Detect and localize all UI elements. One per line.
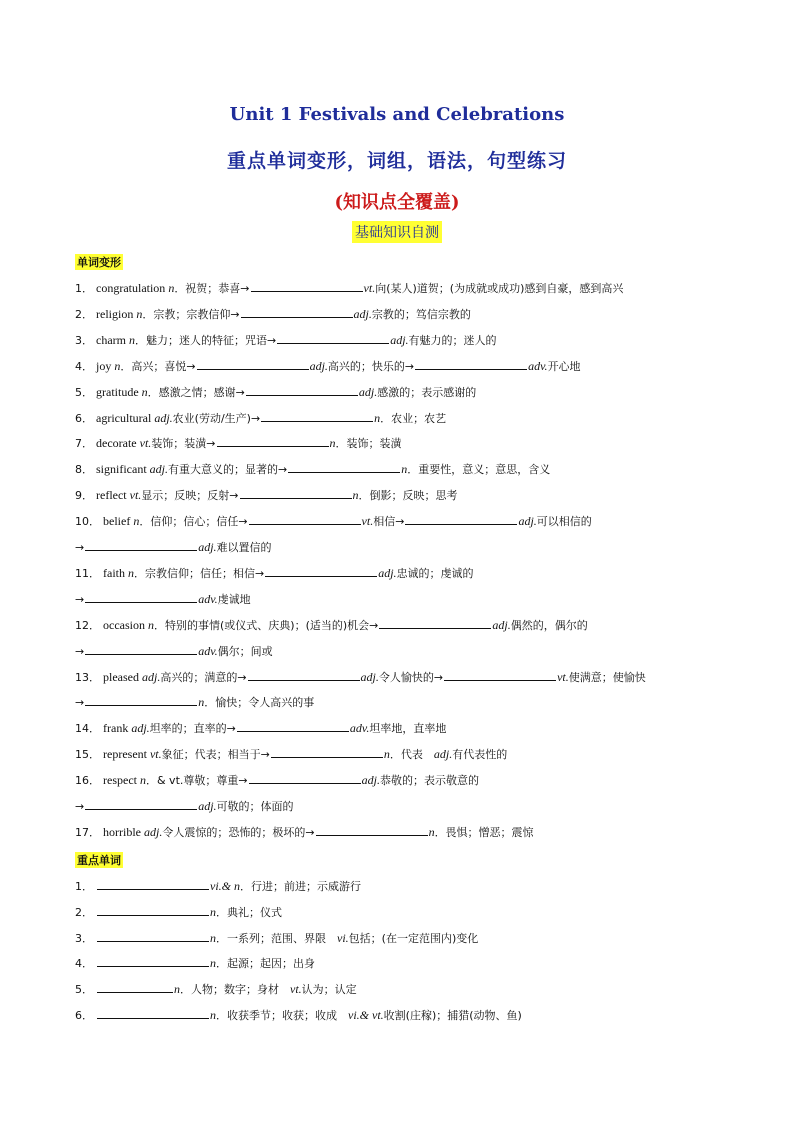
item-number: 16． <box>75 774 100 788</box>
part-of-speech: adj. <box>358 384 378 399</box>
coverage-note: (知识点全覆盖) <box>334 192 460 213</box>
part-of-speech: n <box>111 358 121 373</box>
meaning-text: ．行进；前进；示威游行 <box>240 880 361 893</box>
item-number: 2． <box>75 905 93 919</box>
key-word-line <box>75 982 357 997</box>
item-number: 3． <box>75 333 93 347</box>
meaning-text: 坦率的；直率的→ <box>149 722 236 736</box>
part-of-speech: adj. <box>146 462 168 477</box>
meaning-text: 难以置信的 <box>216 541 272 554</box>
item-number: 7． <box>75 437 93 451</box>
meaning-text: 有重大意义的；显著的→ <box>168 463 288 477</box>
headword: significant <box>96 462 147 477</box>
item-number: 4． <box>75 957 93 971</box>
part-of-speech: vi. <box>337 930 349 945</box>
meaning-text: → <box>75 541 85 554</box>
meaning-text: ．宗教；宗教信仰→ <box>142 307 240 321</box>
part-of-speech: n <box>210 1008 216 1022</box>
part-of-speech: vt. <box>361 514 374 529</box>
part-of-speech: adj. <box>378 565 397 580</box>
headword: religion <box>96 306 134 321</box>
part-of-speech: adj. <box>518 514 537 529</box>
word-form-line <box>75 566 474 581</box>
item-number: 1． <box>75 880 93 893</box>
part-of-speech: adj. <box>128 721 150 736</box>
headword: decorate <box>96 436 137 451</box>
item-number: 9． <box>75 489 93 503</box>
part-of-speech: n <box>165 281 175 295</box>
answer-blank[interactable] <box>288 462 400 473</box>
part-of-speech: n <box>329 436 336 451</box>
meaning-text: ．起源；起因；出身 <box>216 957 315 971</box>
word-form-line <box>75 670 646 685</box>
answer-blank[interactable] <box>251 281 363 292</box>
answer-blank[interactable] <box>240 488 352 499</box>
part-of-speech: adj. <box>433 747 453 762</box>
meaning-text: 农业(劳动/生产)→ <box>172 411 261 425</box>
word-form-line <box>75 436 402 451</box>
answer-blank[interactable] <box>277 333 389 344</box>
meaning-text: 收割(庄稼)；捕猎(动物、鱼) <box>383 1009 522 1022</box>
item-number: 12． <box>75 618 100 632</box>
meaning-text: ．愉快；令人高兴的事 <box>204 696 315 710</box>
headword: agricultural <box>96 410 152 425</box>
answer-blank[interactable] <box>444 670 556 681</box>
meaning-text: 可敬的；体面的 <box>216 800 294 813</box>
item-number: 6． <box>75 1009 93 1022</box>
key-word-line <box>75 905 282 920</box>
headword: reflect <box>96 488 127 503</box>
part-of-speech: adj. <box>198 540 217 554</box>
meaning-text: 令人愉快的→ <box>378 670 444 684</box>
part-of-speech: adv. <box>349 721 370 736</box>
meaning-text: 恭敬的；表示敬意的 <box>379 774 479 788</box>
headword: pleased <box>103 669 139 684</box>
meaning-text: ．一系列；范围、界限 <box>216 931 337 945</box>
part-of-speech: adj. <box>309 358 328 373</box>
part-of-speech: n <box>198 695 205 710</box>
word-form-line <box>75 359 581 374</box>
answer-blank[interactable] <box>97 1008 209 1019</box>
word-form-line <box>75 747 507 762</box>
part-of-speech: n <box>133 306 143 321</box>
word-form-line <box>75 514 592 529</box>
headword: faith <box>103 565 125 580</box>
part-of-speech: n <box>144 617 154 632</box>
meaning-text: 宗教的；笃信宗教的 <box>371 307 471 321</box>
answer-blank[interactable] <box>85 540 197 551</box>
part-of-speech: n <box>130 514 140 529</box>
part-of-speech: n <box>374 410 381 425</box>
meaning-text: 感激的；表示感谢的 <box>377 385 477 399</box>
meaning-text: 偶尔；间或 <box>217 644 273 658</box>
part-of-speech: adj. <box>361 773 380 788</box>
meaning-text: ．重要性，意义；意思，含义 <box>407 463 551 477</box>
section-key-words: 重点单词 <box>77 854 121 867</box>
item-number: 5． <box>75 385 93 399</box>
word-form-line <box>75 618 588 633</box>
meaning-text: 虔诚地 <box>217 592 251 606</box>
part-of-speech: n <box>125 565 134 580</box>
answer-blank[interactable] <box>241 307 353 318</box>
headword: belief <box>103 514 131 529</box>
meaning-text: ．农业；农艺 <box>380 411 447 425</box>
meaning-text: 高兴的；满意的→ <box>160 670 247 684</box>
headword: respect <box>103 773 137 788</box>
answer-blank[interactable] <box>415 359 527 370</box>
headword: represent <box>103 747 147 762</box>
word-form-line <box>75 592 251 607</box>
part-of-speech: adj. <box>138 669 161 684</box>
answer-blank[interactable] <box>237 721 349 732</box>
part-of-speech: adv. <box>198 591 218 606</box>
meaning-text: 偶然的，偶尔的 <box>510 618 588 632</box>
item-number: 4． <box>75 359 93 373</box>
item-number: 8． <box>75 463 93 477</box>
answer-blank[interactable] <box>217 436 329 447</box>
meaning-text: ．代表 <box>389 748 434 762</box>
item-number: 17． <box>75 825 100 839</box>
part-of-speech: n <box>401 462 408 477</box>
item-number: 6． <box>75 411 93 425</box>
meaning-text: ．特别的事情(或仪式、庆典)；(适当的)机会→ <box>153 618 379 632</box>
answer-blank[interactable] <box>265 566 377 577</box>
part-of-speech: n <box>174 982 180 997</box>
meaning-text: 使满意；使愉快 <box>568 670 646 684</box>
answer-blank[interactable] <box>85 695 197 706</box>
answer-blank[interactable] <box>249 773 361 784</box>
part-of-speech: adj. <box>353 306 372 321</box>
meaning-text: 坦率地，直率地 <box>369 722 447 736</box>
meaning-text: → <box>75 696 85 710</box>
meaning-text: 包括；(在一定范围内)变化 <box>348 931 479 945</box>
part-of-speech: n <box>428 824 435 839</box>
key-word-line <box>75 879 361 894</box>
answer-blank[interactable] <box>248 670 360 681</box>
meaning-text: 装饰；装潢→ <box>151 437 216 451</box>
headword: frank <box>103 721 129 736</box>
key-word-line <box>75 1008 522 1023</box>
part-of-speech: vt. <box>363 281 376 295</box>
part-of-speech: vi.& n <box>210 879 240 893</box>
word-form-line <box>75 411 446 426</box>
word-form-line <box>75 462 550 477</box>
meaning-text: ．宗教信仰；信任；相信→ <box>134 566 265 580</box>
item-number: 13． <box>75 670 100 684</box>
meaning-text: 有代表性的 <box>452 748 508 762</box>
part-of-speech: vi.& vt. <box>348 1008 384 1022</box>
part-of-speech: vt. <box>557 669 569 684</box>
meaning-text: ．& vt.尊敬；尊重→ <box>145 774 248 788</box>
answer-blank[interactable] <box>405 514 517 525</box>
part-of-speech: vt. <box>290 982 302 997</box>
answer-blank[interactable] <box>85 592 197 603</box>
meaning-text: ．典礼；仪式 <box>216 905 282 919</box>
answer-blank[interactable] <box>197 359 309 370</box>
meaning-text: ．人物；数字；身材 <box>180 983 290 997</box>
part-of-speech: n <box>352 488 359 503</box>
meaning-text: ．高兴；喜悦→ <box>120 359 196 373</box>
answer-blank[interactable] <box>261 411 373 422</box>
document-title: Unit 1 Festivals and Celebrations <box>229 104 565 125</box>
part-of-speech: adj. <box>360 669 379 684</box>
meaning-text: 象征；代表；相当于→ <box>161 748 270 762</box>
meaning-text: 显示；反映；反射→ <box>141 489 239 503</box>
meaning-text: ．信仰；信心；信任→ <box>139 515 248 529</box>
part-of-speech: adv. <box>198 643 218 658</box>
meaning-text: 认为；认定 <box>301 983 357 997</box>
answer-blank[interactable] <box>316 825 428 836</box>
meaning-text: → <box>75 644 85 658</box>
part-of-speech: adv. <box>528 358 548 373</box>
word-form-line <box>75 281 623 296</box>
item-number: 14． <box>75 722 100 736</box>
part-of-speech: n <box>125 332 135 347</box>
meaning-text: ．畏惧；憎恶；震惊 <box>434 825 534 839</box>
item-number: 10． <box>75 515 100 529</box>
part-of-speech: adj. <box>390 332 409 347</box>
meaning-text: 有魅力的；迷人的 <box>408 333 497 347</box>
answer-blank[interactable] <box>97 931 209 942</box>
answer-blank[interactable] <box>97 905 209 916</box>
part-of-speech: vt. <box>136 436 152 451</box>
word-form-line <box>75 799 294 814</box>
key-word-line <box>75 956 315 971</box>
meaning-text: ．收获季节；收获；收成 <box>216 1009 348 1022</box>
headword: joy <box>96 358 112 373</box>
document-subtitle: 重点单词变形，词组，语法，句型练习 <box>226 150 567 172</box>
answer-blank[interactable] <box>97 982 173 993</box>
item-number: 2． <box>75 307 93 321</box>
answer-blank[interactable] <box>85 799 197 810</box>
headword: horrible <box>103 824 141 839</box>
part-of-speech: n <box>210 956 216 971</box>
word-form-line <box>75 695 314 710</box>
part-of-speech: n <box>210 930 216 945</box>
meaning-text: 忠诚的；虔诚的 <box>396 566 474 580</box>
item-number: 5． <box>75 983 93 997</box>
answer-blank[interactable] <box>379 618 491 629</box>
part-of-speech: n <box>136 773 146 788</box>
part-of-speech: vt. <box>146 747 162 762</box>
item-number: 15． <box>75 748 100 762</box>
answer-blank[interactable] <box>246 385 358 396</box>
part-of-speech: adj. <box>492 617 511 632</box>
meaning-text: ．魅力；迷人的特征；咒语→ <box>134 333 277 347</box>
section-word-forms: 单词变形 <box>77 256 121 269</box>
selftest-heading: 基础知识自测 <box>352 221 442 243</box>
part-of-speech: vt. <box>126 488 142 503</box>
word-form-line <box>75 644 273 659</box>
headword: gratitude <box>96 384 139 399</box>
answer-blank[interactable] <box>97 956 209 967</box>
part-of-speech: adj. <box>198 799 217 813</box>
meaning-text: → <box>75 592 85 606</box>
meaning-text: 令人震惊的；恐怖的；极坏的→ <box>162 825 315 839</box>
meaning-text: 开心地 <box>547 359 581 373</box>
meaning-text: ．装饰；装潢 <box>335 437 402 451</box>
word-form-line <box>75 540 272 555</box>
word-form-line <box>75 825 534 840</box>
item-number: 1． <box>75 282 93 295</box>
part-of-speech: n <box>210 904 216 919</box>
meaning-text: 高兴的；快乐的→ <box>327 359 415 373</box>
item-number: 11． <box>75 566 100 580</box>
word-form-line <box>75 488 458 503</box>
word-form-line <box>75 721 446 736</box>
headword: occasion <box>103 617 145 632</box>
part-of-speech: adj. <box>141 824 163 839</box>
meaning-text: ．感激之情；感谢→ <box>147 385 245 399</box>
meaning-text: 向(某人)道贺；(为成就或成功)感到自豪，感到高兴 <box>375 282 624 295</box>
word-form-line <box>75 333 497 348</box>
word-form-line <box>75 385 476 400</box>
meaning-text: 可以相信的 <box>536 515 592 529</box>
answer-blank[interactable] <box>271 747 383 758</box>
answer-blank[interactable] <box>97 879 209 890</box>
key-word-line <box>75 931 478 946</box>
word-form-line <box>75 773 479 788</box>
word-form-line <box>75 307 471 322</box>
meaning-text: 相信→ <box>373 515 405 529</box>
part-of-speech: adj. <box>151 410 173 425</box>
item-number: 3． <box>75 931 93 945</box>
headword: congratulation <box>96 281 166 295</box>
part-of-speech: n <box>138 384 148 399</box>
part-of-speech: n <box>383 747 390 762</box>
answer-blank[interactable] <box>85 644 197 655</box>
answer-blank[interactable] <box>249 514 361 525</box>
headword: charm <box>96 332 126 347</box>
meaning-text: → <box>75 800 85 813</box>
meaning-text: ．祝贺；恭喜→ <box>174 282 250 295</box>
meaning-text: ．倒影；反映；思考 <box>358 489 458 503</box>
